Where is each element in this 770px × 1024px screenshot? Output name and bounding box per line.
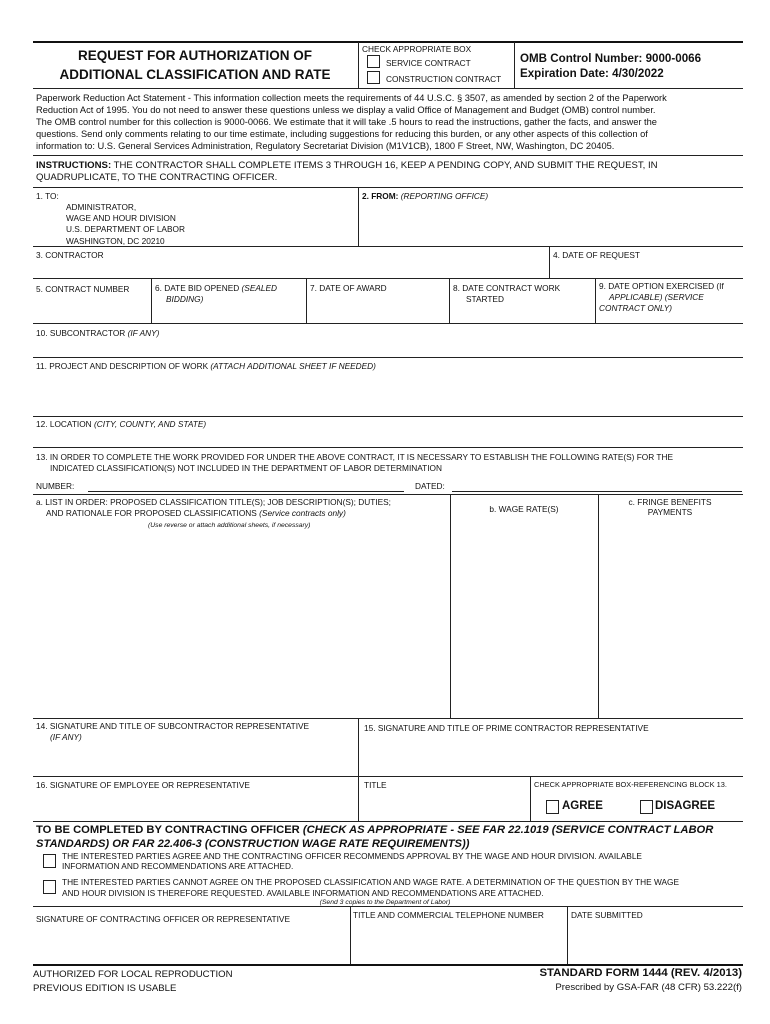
block12-sub: (CITY, COUNTY, AND STATE) [93, 419, 207, 429]
service-contract-label: SERVICE CONTRACT [386, 58, 471, 68]
block10-label-text: 10. SUBCONTRACTOR [36, 328, 126, 338]
address-line: U.S. DEPARTMENT OF LABOR [66, 224, 185, 235]
number-field-line[interactable] [88, 491, 404, 492]
rule-821 [33, 821, 743, 822]
block4-label: 4. DATE OF REQUEST [553, 250, 640, 260]
officer-option1-line2: INFORMATION AND RECOMMENDATIONS ARE ATTACHED. [62, 861, 294, 871]
block1-2-divider [358, 188, 359, 246]
officer-heading [36, 824, 713, 851]
paperwork-statement [36, 92, 742, 152]
officer-option1-line1: THE INTERESTED PARTIES AGREE AND THE CONTRACTING OFFICER RECOMMENDS APPROVAL BY THE WAGE AND HOUR DIVISION. AVAILABLE [62, 851, 642, 861]
rule-447 [33, 447, 743, 448]
officer-title-phone-label: TITLE AND COMMERCIAL TELEPHONE NUMBER [353, 910, 544, 920]
instructions-bottom-rule [33, 187, 743, 188]
form-title [33, 46, 357, 84]
block10-sub: (IF ANY) [127, 328, 160, 338]
block11-label [36, 361, 376, 371]
divider-title-date [567, 907, 568, 965]
address-line: WASHINGTON, DC 20210 [66, 235, 165, 246]
rule-776 [33, 776, 743, 777]
block2-label [362, 191, 488, 201]
block1-address [66, 202, 185, 247]
agree-label: AGREE [562, 800, 603, 812]
instructions-label: INSTRUCTIONS: [36, 160, 112, 171]
officer-heading-line1: (CHECK AS APPROPRIATE - SEE FAR 22.1019 (SERVICE CONTRACT LABOR [299, 824, 714, 836]
omb-control-number: OMB Control Number: 9000-0066 [520, 52, 702, 65]
block13-line1: 13. IN ORDER TO COMPLETE THE WORK PROVIDED FOR UNDER THE ABOVE CONTRACT, IT IS NECESSARY TO ESTABLISH THE FOLLOWING RATE(S) FOR THE [36, 452, 673, 462]
block9-label2: APPLICABLE) (SERVICE [609, 292, 704, 302]
col-b-label: b. WAGE RATE(S) [489, 504, 559, 514]
block14-sub: (IF ANY) [50, 732, 82, 742]
block1-label-text: 1. TO: [36, 191, 59, 201]
block5-label: 5. CONTRACT NUMBER [36, 284, 130, 294]
officer-heading-bold: TO BE COMPLETED BY CONTRACTING OFFICER [36, 824, 300, 836]
divider-7-8 [449, 279, 450, 323]
block10-label [36, 328, 159, 338]
block13-number-label: NUMBER: [36, 481, 75, 491]
paperwork-bottom-rule [33, 155, 743, 156]
officer-option1-checkbox[interactable] [43, 854, 56, 868]
form-name: STANDARD FORM 1444 (REV. 4/2013) [539, 967, 742, 979]
rule-246 [33, 246, 743, 247]
header-bottom-rule [33, 88, 743, 89]
rule-357 [33, 357, 743, 358]
divider-8-9 [595, 279, 596, 323]
block16-title-label: TITLE [364, 780, 387, 790]
col-a-line1: a. LIST IN ORDER: PROPOSED CLASSIFICATION TITLE(S); JOB DESCRIPTION(S); DUTIES; [36, 497, 391, 507]
block6-label [155, 283, 277, 293]
col-c-label [598, 497, 742, 517]
block7-label: 7. DATE OF AWARD [310, 283, 387, 293]
divider-6-7 [306, 279, 307, 323]
block6-sub2: BIDDING) [166, 294, 204, 304]
col-a-sub: (Service contracts only) [259, 508, 346, 518]
paperwork-line: questions. Send only comments relating to our time estimate, including suggestions for reducing this burden, or any other aspects of this collection of [36, 129, 648, 140]
address-line: ADMINISTRATOR, [66, 202, 137, 212]
block3-label: 3. CONTRACTOR [36, 250, 104, 260]
check-box-heading: CHECK APPROPRIATE BOX [362, 44, 472, 54]
service-contract-checkbox[interactable] [367, 55, 380, 68]
divider-14-16 [358, 719, 359, 821]
block6-sub1: (SEALED [241, 283, 278, 293]
block8-label1: 8. DATE CONTRACT WORK [453, 283, 561, 293]
top-rule [33, 41, 743, 43]
col-c-line2: PAYMENTS [647, 507, 693, 517]
expiration-date: Expiration Date: 4/30/2022 [520, 67, 664, 80]
block12-label [36, 419, 206, 429]
divider-5-6 [151, 279, 152, 323]
block15-label: 15. SIGNATURE AND TITLE OF PRIME CONTRACTOR REPRESENTATIVE [364, 723, 649, 733]
disagree-label: DISAGREE [655, 800, 716, 812]
agree-checkbox[interactable] [546, 800, 559, 814]
block11-sub: (ATTACH ADDITIONAL SHEET IF NEEDED) [210, 361, 376, 371]
rule-494 [33, 494, 743, 495]
rule-278 [33, 278, 743, 279]
rule-718 [33, 718, 743, 719]
header-divider-right [514, 42, 515, 88]
block2-sub: (REPORTING OFFICE) [400, 191, 489, 201]
rule-906 [33, 906, 743, 907]
disagree-checkbox[interactable] [640, 800, 653, 814]
col-a-line2-text: AND RATIONALE FOR PROPOSED CLASSIFICATIONS [46, 508, 257, 518]
block6-label-text: 6. DATE BID OPENED [155, 283, 240, 293]
block13-dated-label: DATED: [415, 481, 445, 491]
col-b-c-divider [598, 495, 599, 718]
block16-label: 16. SIGNATURE OF EMPLOYEE OR REPRESENTATIVE [36, 780, 250, 790]
paperwork-line: Reduction Act of 1995. You do not need to answer these questions unless we display a valid Office of Management and Budget (OMB) control number. [36, 105, 656, 116]
header-divider-left [358, 42, 359, 88]
rule-323 [33, 323, 743, 324]
instructions-line2: QUADRUPLICATE, TO THE CONTRACTING OFFICER. [36, 172, 278, 184]
officer-option2-line1: THE INTERESTED PARTIES CANNOT AGREE ON THE PROPOSED CLASSIFICATION AND WAGE RATE. A DETERMINATION OF THE QUESTION BY THE WAGE [62, 877, 679, 887]
block16-check-label: CHECK APPROPRIATE BOX-REFERENCING BLOCK 13. [534, 780, 727, 789]
block11-label-text: 11. PROJECT AND DESCRIPTION OF WORK [36, 361, 209, 371]
paperwork-line: information to: U.S. General Services Administration, Regulatory Secretariat Division (M1V1CB), 1800 F Street, NW, Washington, DC 20405. [36, 141, 615, 152]
paperwork-line: Paperwork Reduction Act Statement - This information collection meets the requirements of 44 U.S.C. § 3507, as amended by section 2 of the Paperwork [36, 93, 667, 103]
officer-option2-checkbox[interactable] [43, 880, 56, 894]
divider-sig-title [350, 907, 351, 965]
officer-heading-line2: STANDARDS) OR FAR 22.406-3 (CONSTRUCTION WAGE RATE REQUIREMENTS)) [36, 837, 470, 850]
form-title-line2: ADDITIONAL CLASSIFICATION AND RATE [59, 67, 331, 82]
officer-option2-line2: AND HOUR DIVISION IS THEREFORE REQUESTED. AVAILABLE INFORMATION AND RECOMMENDATIONS ARE ATTACHED. [62, 888, 544, 898]
officer-date-submitted-label: DATE SUBMITTED [571, 910, 643, 920]
address-line: WAGE AND HOUR DIVISION [66, 213, 176, 224]
col-a-line2 [46, 508, 346, 518]
divider-title-check [530, 777, 531, 821]
construction-contract-label: CONSTRUCTION CONTRACT [386, 74, 502, 84]
officer-signature-label: SIGNATURE OF CONTRACTING OFFICER OR REPRESENTATIVE [36, 914, 290, 924]
instructions-line1: THE CONTRACTOR SHALL COMPLETE ITEMS 3 THROUGH 16, KEEP A PENDING COPY, AND SUBMIT THE REQUEST, IN [111, 160, 658, 171]
instructions [36, 160, 742, 184]
block12-label-text: 12. LOCATION [36, 419, 92, 429]
dated-field-line[interactable] [452, 491, 742, 492]
form-title-line1: REQUEST FOR AUTHORIZATION OF [78, 48, 312, 63]
block14-label: 14. SIGNATURE AND TITLE OF SUBCONTRACTOR REPRESENTATIVE [36, 721, 310, 731]
block3-4-divider [549, 247, 550, 278]
block13-line2: INDICATED CLASSIFICATION(S) NOT INCLUDED IN THE DEPARTMENT OF LABOR DETERMINATION [50, 463, 442, 473]
rule-416 [33, 416, 743, 417]
block8-label2: STARTED [466, 294, 504, 304]
block2-label-text: 2. FROM: [362, 191, 399, 201]
footer-left-line2: PREVIOUS EDITION IS USABLE [33, 982, 177, 994]
block1-label [36, 191, 59, 201]
construction-contract-checkbox[interactable] [367, 71, 380, 84]
prescribed-by: Prescribed by GSA-FAR (48 CFR) 53.222(f) [555, 982, 742, 993]
col-c-line1: c. FRINGE BENEFITS [628, 497, 712, 507]
block9-label1: 9. DATE OPTION EXERCISED (If [599, 281, 724, 291]
footer-left-line1: AUTHORIZED FOR LOCAL REPRODUCTION [33, 969, 233, 980]
col-a-b-divider [450, 495, 451, 718]
paperwork-line: The OMB control number for this collection is 9000-0066. We estimate that it will take .5 hours to read the instructions, gather the facts, and answer the [36, 117, 657, 128]
copies-note: (Send 3 copies to the Department of Labor) [319, 899, 451, 906]
footer-left [33, 968, 233, 995]
block9-label3: CONTRACT ONLY) [599, 303, 672, 313]
col-a-note: (Use reverse or attach additional sheets, if necessary) [148, 522, 311, 529]
